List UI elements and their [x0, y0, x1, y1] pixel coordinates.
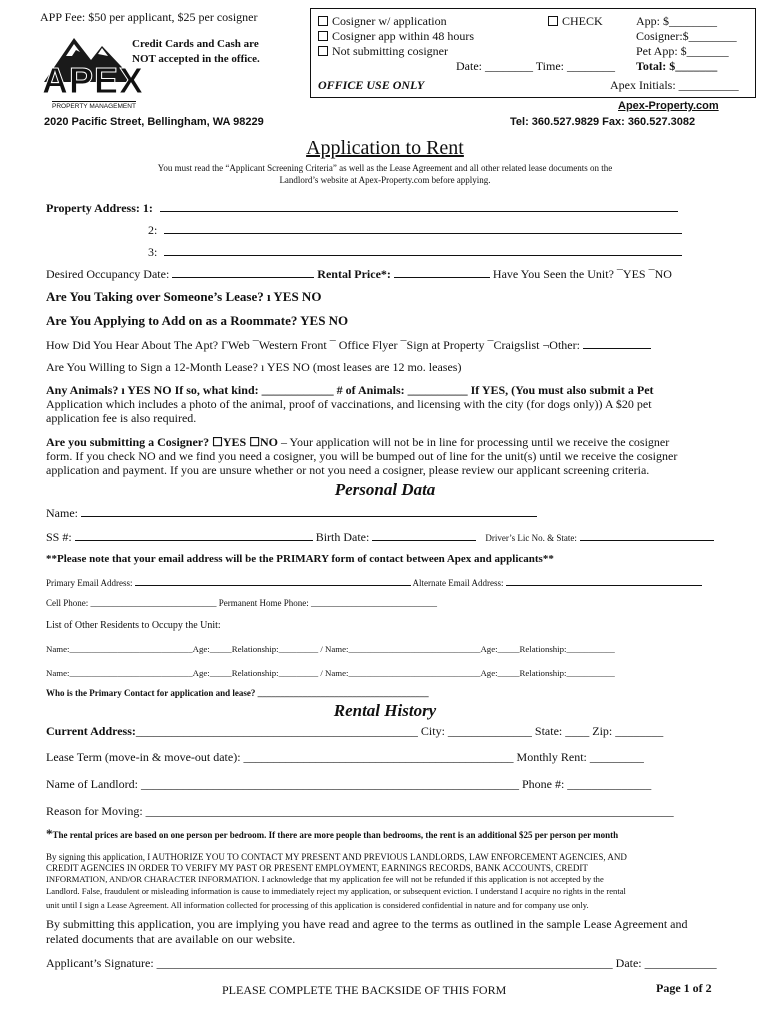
logo-word: APEX: [42, 60, 145, 101]
cards-note-2: NOT accepted in the office.: [132, 53, 260, 65]
current-address-label: Current Address:: [46, 724, 136, 738]
twelve-month-question[interactable]: Are You Willing to Sign a 12-Month Lease? ı YES NO (most leases are 12 mo. leases): [46, 360, 462, 374]
intro-line-1: You must read the “Applicant Screening Criteria” as well as the Lease Agreement and all other related lease documents on the: [157, 163, 613, 173]
rent-note: *The rental prices are based on one person per bedroom. If there are more people than bedrooms, the rent is an additional $25 per person per month: [46, 826, 619, 841]
signature-field[interactable]: Applicant’s Signature: ____________________________________________________________________________ Date: ____________: [46, 956, 717, 970]
email-note: **Please note that your email address will be the PRIMARY form of contact between Apex and applicants**: [46, 553, 554, 565]
submit-note-2: related documents that are available on our website.: [46, 932, 296, 946]
landlord-field[interactable]: Name of Landlord: _______________________________________________________________ Phone #: ______________: [46, 777, 652, 791]
apex-initials-field[interactable]: Apex Initials: __________: [610, 78, 739, 92]
rental-history-heading: Rental History: [333, 701, 437, 720]
animals-text-2: Application which includes a photo of the animal, proof of vaccinations, and licensing with the city (for dogs only)) A $20 pet: [46, 397, 652, 411]
property-address-2-input[interactable]: [164, 222, 682, 234]
cosigner-48h-checkbox[interactable]: [318, 31, 328, 41]
intro-line-2: Landlord’s website at Apex-Property.com before applying.: [279, 175, 491, 185]
no-cosigner-checkbox[interactable]: [318, 46, 328, 56]
occupancy-date-input[interactable]: [172, 266, 314, 278]
authorization-1: By signing this application, I AUTHORIZE YOU TO CONTACT MY PRESENT AND PREVIOUS LANDLORDS, LAW ENFORCEMENT AGENCIES, AND: [46, 852, 627, 862]
pet-fee-field[interactable]: Pet App: $_______: [636, 44, 729, 58]
alternate-email-label: Alternate Email Address:: [412, 578, 504, 588]
page-title: Application to Rent: [306, 137, 464, 159]
other-residents-label: List of Other Residents to Occupy the Unit:: [46, 620, 221, 631]
fee-note: APP Fee: $50 per applicant, $25 per cosigner: [40, 10, 258, 24]
name-label: Name:: [46, 506, 78, 520]
authorization-3: INFORMATION, AND/OR CHARACTER INFORMATION. I acknowledge that my application fee will not be refunded if this application is not accepted by the: [46, 874, 604, 884]
drivers-license-input[interactable]: [580, 529, 714, 541]
cosigner-text-1: – Your application will not be in line for processing until we receive the cosigner: [277, 435, 670, 449]
logo-subtitle: PROPERTY MANAGEMENT: [52, 103, 136, 110]
roommate-question[interactable]: Are You Applying to Add on as a Roommate? YES NO: [46, 313, 349, 328]
rental-price-input[interactable]: [394, 266, 490, 278]
property-address-1-input[interactable]: [160, 200, 678, 212]
primary-email-label: Primary Email Address:: [46, 578, 133, 588]
takeover-lease-question[interactable]: Are You Taking over Someone’s Lease? ı YES NO: [46, 289, 322, 304]
cosigner-text-3: application and payment. If you are unsure whether or not you need a cosigner, please review our applicant screening criteria.: [46, 463, 650, 477]
resident-row-1[interactable]: Name:____________________________Age:_____Relationship:_________ / Name:______________________________Age:_____Relationship:___________: [46, 644, 615, 654]
hear-about-question[interactable]: How Did You Hear About The Apt? ΓWeb ¯Western Front ¯ Office Flyer ¯Sign at Property ¯Craigslist ¬Other:: [46, 338, 580, 352]
rental-price-label: Rental Price*:: [317, 267, 391, 281]
office-address: 2020 Pacific Street, Bellingham, WA 98229: [44, 116, 264, 128]
name-input[interactable]: [81, 505, 537, 517]
alternate-email-input[interactable]: [506, 576, 702, 586]
total-field[interactable]: Total: $_______: [636, 59, 718, 73]
apex-logo: [36, 30, 146, 112]
hear-other-input[interactable]: [583, 337, 651, 349]
property-address-3-input[interactable]: [164, 244, 682, 256]
authorization-2: CREDIT AGENCIES IN ORDER TO VERIFY MY PAST OR PRESENT EMPLOYMENT, EARNINGS RECORDS, BANK ACCOUNTS, CREDIT: [46, 863, 588, 873]
animals-text-3: application fee is also required.: [46, 411, 197, 425]
page-number: Page 1 of 2: [656, 981, 712, 995]
authorization-5: unit until I sign a Lease Agreement. All information collected for processing of this application is considered confidential in nature and for company use only.: [46, 900, 589, 910]
app-fee-field[interactable]: App: $________: [636, 14, 717, 28]
primary-contact-field[interactable]: Who is the Primary Contact for application and lease? ______________________________________: [46, 688, 429, 698]
property-address-2-label: 2:: [148, 223, 158, 237]
cosigner-question[interactable]: Are you submitting a Cosigner? ☐YES ☐NO: [46, 435, 278, 449]
reason-moving-field[interactable]: Reason for Moving: ________________________________________________________________________________________: [46, 804, 674, 818]
resident-row-2[interactable]: Name:____________________________Age:_____Relationship:_________ / Name:______________________________Age:_____Relationship:___________: [46, 668, 615, 678]
submit-note-1: By submitting this application, you are implying you have read and agree to the terms as outlined in the sample Lease Agreement and: [46, 917, 688, 931]
date-time-field[interactable]: Date: ________ Time: ________: [456, 59, 616, 73]
intro-website-link[interactable]: Apex-Property.com: [358, 175, 430, 185]
no-cosigner-label: Not submitting cosigner: [332, 44, 448, 58]
property-address-label: Property Address: 1:: [46, 201, 153, 215]
phone-fax: Tel: 360.527.9829 Fax: 360.527.3082: [510, 116, 696, 128]
cosigner-48h-label: Cosigner app within 48 hours: [332, 29, 474, 43]
phone-fields[interactable]: Cell Phone: ____________________________ Permanent Home Phone: ____________________________: [46, 598, 437, 608]
authorization-4: Landlord. False, fraudulent or misleading information is cause to immediately reject my application, or subsequent eviction. I understand I acquire no rights in the rental: [46, 886, 626, 896]
animals-question[interactable]: Any Animals? ı YES NO If so, what kind: ____________ # of Animals: __________ If YES, (You must also submit a Pet: [46, 383, 654, 397]
website-link[interactable]: Apex-Property.com: [618, 100, 719, 112]
ss-input[interactable]: [75, 529, 313, 541]
cosigner-text-2: form. If you check NO and we find you need a cosigner, you will be bumped out of line for the unit(s) until we receive the cosigner: [46, 449, 678, 463]
lease-term-field[interactable]: Lease Term (move-in & move-out date): _____________________________________________ Monthly Rent: _________: [46, 750, 644, 764]
primary-email-input[interactable]: [135, 576, 411, 586]
occupancy-date-label: Desired Occupancy Date:: [46, 267, 170, 281]
cosigner-with-app-checkbox[interactable]: [318, 16, 328, 26]
seen-unit-question[interactable]: Have You Seen the Unit? ¯YES ¯NO: [492, 267, 672, 281]
birth-date-label: Birth Date:: [315, 530, 370, 544]
personal-data-heading: Personal Data: [334, 480, 436, 499]
cards-note-1: Credit Cards and Cash are: [132, 38, 259, 50]
check-label: CHECK: [562, 14, 603, 28]
office-use-only-label: OFFICE USE ONLY: [318, 78, 425, 92]
check-checkbox[interactable]: [548, 16, 558, 26]
birth-date-input[interactable]: [372, 529, 476, 541]
cosigner-fee-field[interactable]: Cosigner:$________: [636, 29, 737, 43]
backside-note: PLEASE COMPLETE THE BACKSIDE OF THIS FORM: [222, 983, 507, 997]
property-address-3-label: 3:: [148, 245, 158, 259]
cosigner-with-app-label: Cosigner w/ application: [332, 14, 447, 28]
drivers-license-label: Driver’s Lic No. & State:: [485, 533, 577, 543]
ss-label: SS #:: [46, 530, 72, 544]
current-address-fields[interactable]: _______________________________________________ City: ______________ State: ____ Zip: ________: [135, 724, 664, 738]
